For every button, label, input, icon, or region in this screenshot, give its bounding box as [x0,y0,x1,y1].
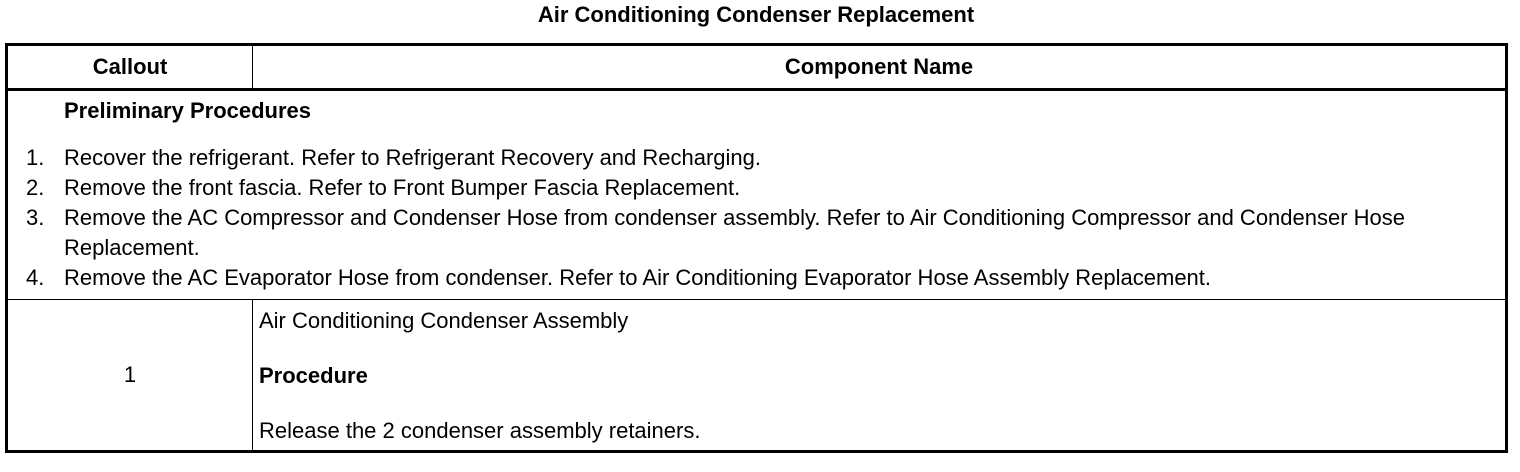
step-number: 3. [26,205,45,230]
procedure-table [5,43,1508,453]
callout-cell: 1 [7,300,253,452]
step-text: Remove the front fascia. Refer to Front Bumper Fascia Replacement. [64,175,741,200]
page-title: Air Conditioning Condenser Replacement [537,2,975,27]
preliminary-procedures-heading: Preliminary Procedures [64,98,312,123]
table-row [7,300,1507,452]
preliminary-procedures-cell [7,90,1507,300]
procedure-text: Release the 2 condenser assembly retainers. [259,418,701,443]
preliminary-steps-list [8,143,1505,293]
component-name-column-header: Component Name [253,45,1507,90]
step-text: Remove the AC Evaporator Hose from condenser. Refer to Air Conditioning Evaporator Hose Assembly Replacement. [64,265,1212,290]
step-text: Remove the AC Compressor and Condenser Hose from condenser assembly. Refer to Air Conditioning Compressor and Condenser Hose Replacement. [64,205,1406,260]
component-name: Air Conditioning Condenser Assembly [259,308,629,333]
table-header-row [7,45,1507,90]
step-number: 4. [26,265,45,290]
list-item [8,263,1505,293]
component-cell [253,300,1507,452]
list-item [8,143,1505,173]
list-item [8,203,1505,263]
list-item [8,173,1505,203]
step-number: 2. [26,175,45,200]
step-text: Recover the refrigerant. Refer to Refrigerant Recovery and Recharging. [64,145,762,170]
preliminary-procedures-row [7,90,1507,300]
step-number: 1. [26,145,45,170]
callout-column-header: Callout [7,45,253,90]
procedure-label: Procedure [259,363,368,388]
